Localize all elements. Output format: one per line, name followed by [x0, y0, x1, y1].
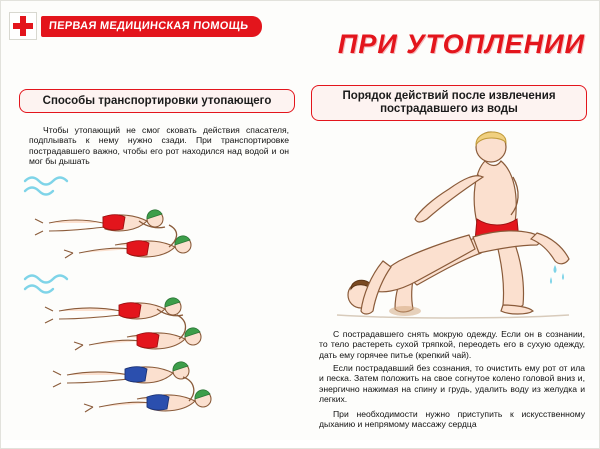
- rescuer-1: [79, 225, 191, 257]
- figure-tow-2: [45, 298, 201, 350]
- banner-strip: [41, 16, 262, 37]
- left-section-heading: [19, 89, 295, 113]
- figure-tow-3: [53, 362, 211, 412]
- rescuer-figure: [389, 132, 533, 316]
- banner-label: ПЕРВАЯ МЕДИЦИНСКАЯ ПОМОЩЬ: [48, 20, 250, 32]
- victim-3: [53, 362, 189, 387]
- right-section-heading: [311, 85, 587, 121]
- water-expulsion-illustration: [307, 119, 597, 325]
- page-title: ПРИ УТОПЛЕНИИ: [337, 29, 585, 59]
- right-paragraph-2: Если пострадавший без сознания, то очистить ему рот от ила и песка. Затем положить на свое согнутое колено головой вниз и, энергично нажимая на спину и грудь, удалить воду из желудка и легких.: [319, 363, 585, 405]
- right-section-heading-line2: пострадавшего из воды: [380, 103, 518, 115]
- figure-tow-1: [35, 210, 191, 258]
- header-banner: [9, 11, 262, 41]
- ground-line: [337, 315, 569, 318]
- rescuer-2: [74, 315, 201, 350]
- water-droplets: [550, 265, 564, 284]
- towing-techniques-illustration: [19, 161, 303, 421]
- column-divider: [303, 81, 304, 431]
- left-section-paragraph: Чтобы утопающий не смог сковать действия спасателя, подплывать к нему нужно сзади. При транспортировке пострадавшего важно, чтобы его рот находился над водой и он мог бы дышать: [29, 125, 289, 167]
- water-waves-2: [25, 276, 67, 293]
- footer-spacer: [1, 440, 600, 448]
- right-section-heading-line1: Порядок действий после извлечения: [342, 90, 556, 102]
- left-section-heading-text: Способы транспортировки утопающего: [42, 94, 272, 107]
- water-waves-1: [25, 178, 67, 195]
- red-cross-icon: [9, 12, 37, 40]
- right-paragraph-3: При необходимости нужно приступить к искусственному дыханию и непрямому массажу сердца: [319, 409, 585, 430]
- victim-1: [49, 210, 165, 231]
- right-paragraph-1: С пострадавшего снять мокрую одежду. Если он в сознании, то тело растереть сухой тряпкой, переодеть его в сухую одежду, дать ему горячее питье (крепкий чай).: [319, 329, 585, 360]
- victim-2: [45, 298, 183, 323]
- victim-figure: [348, 231, 569, 314]
